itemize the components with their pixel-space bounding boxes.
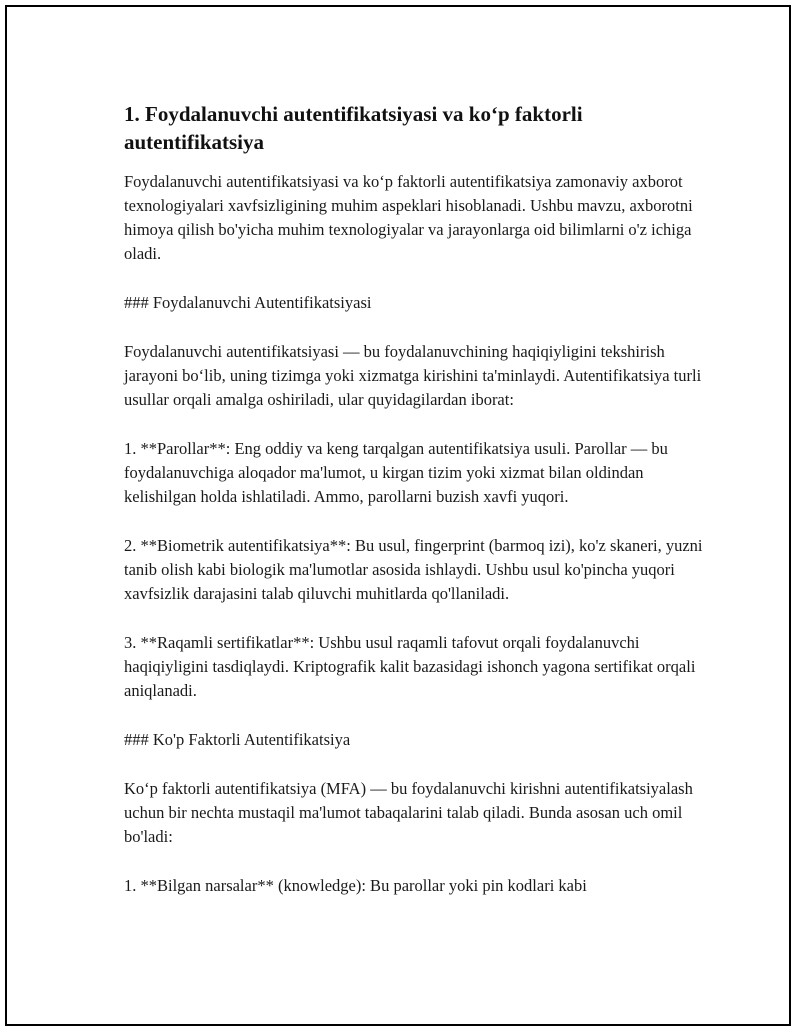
section-heading-user-auth: ### Foydalanuvchi Autentifikatsiyasi [124, 293, 372, 312]
document-title: 1. Foydalanuvchi autentifikatsiyasi va ko‘p faktorli autentifikatsiya [124, 102, 583, 154]
user-auth-paragraph: Foydalanuvchi autentifikatsiyasi — bu foydalanuvchining haqiqiyligini tekshirish jarayoni bo‘lib, uning tizimga yoki xizmatga kirishini ta'minlaydi. Autentifikatsiya turli usullar orqali amalga oshiriladi, ular quyidagilardan iborat: [124, 342, 702, 409]
list-item-passwords: 1. **Parollar**: Eng oddiy va keng tarqalgan autentifikatsiya usuli. Parollar — bu foydalanuvchiga aloqador ma'lumot, u kirgan tizim yoki xizmat bilan oldindan kelishilgan holda ishlatiladi. Ammo, parollarni buzish xavfi yuqori. [124, 439, 668, 506]
intro-paragraph: Foydalanuvchi autentifikatsiyasi va ko‘p faktorli autentifikatsiya zamonaviy axborot texnologiyalari xavfsizligining muhim aspeklari hisoblanadi. Ushbu mavzu, axborotni himoya qilish bo'yicha muhim texnologiyalar va jarayonlarga oid bilimlarni o'z ichiga oladi. [124, 172, 693, 263]
section-heading-mfa: ### Ko'p Faktorli Autentifikatsiya [124, 730, 351, 749]
page-frame [5, 5, 791, 1026]
mfa-paragraph: Ko‘p faktorli autentifikatsiya (MFA) — bu foydalanuvchi kirishni autentifikatsiyalash uchun bir nechta mustaqil ma'lumot tabaqalarini talab qiladi. Bunda asosan uch omil bo'ladi: [124, 779, 693, 846]
list-item-knowledge: 1. **Bilgan narsalar** (knowledge): Bu parollar yoki pin kodlari kabi [124, 876, 587, 895]
list-item-certificates: 3. **Raqamli sertifikatlar**: Ushbu usul raqamli tafovut orqali foydalanuvchi haqiqiyligini tasdiqlaydi. Kriptografik kalit bazasidagi ishonch yagona sertifikat orqali aniqlanadi. [124, 633, 696, 700]
document-body [124, 100, 704, 923]
list-item-biometric: 2. **Biometrik autentifikatsiya**: Bu usul, fingerprint (barmoq izi), ko'z skaneri, yuzni tanib olish kabi biologik ma'lumotlar asosida ishlaydi. Ushbu usul ko'pincha yuqori xavfsizlik darajasini talab qiluvchi muhitlarda qo'llaniladi. [124, 536, 703, 603]
